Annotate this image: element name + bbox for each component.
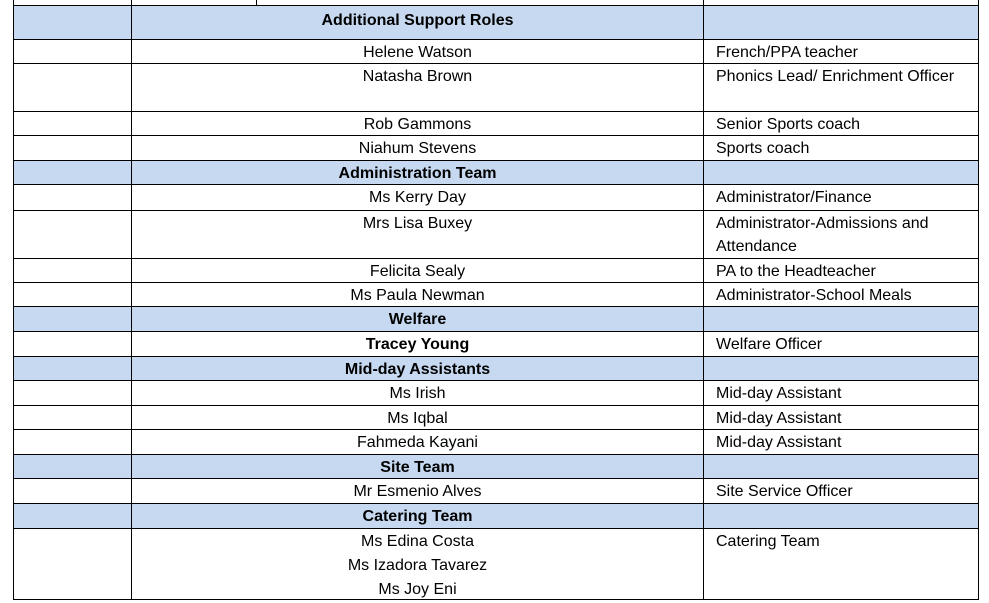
staff-role: Phonics Lead/ Enrichment Officer <box>716 68 955 85</box>
table-row <box>13 380 979 405</box>
role-cell <box>703 283 979 306</box>
staff-name: Niahum Stevens <box>358 140 477 157</box>
section-header-row <box>13 503 979 528</box>
staff-name-cell <box>131 332 703 356</box>
staff-role: PA to the Headteacher <box>716 263 876 280</box>
section-title-cell <box>131 504 703 528</box>
table-row <box>13 63 979 111</box>
role-cell <box>703 185 979 210</box>
staff-name-cell <box>131 40 703 63</box>
blank-cell <box>13 283 131 306</box>
blank-cell <box>13 136 131 160</box>
table-row <box>13 39 979 63</box>
section-title: Additional Support Roles <box>321 12 514 29</box>
table-row <box>13 210 979 258</box>
staff-name-cell <box>131 185 703 210</box>
role-cell <box>703 381 979 405</box>
blank-cell <box>13 381 131 405</box>
staff-name: Mrs Lisa Buxey <box>362 215 473 232</box>
role-cell <box>703 406 979 429</box>
empty-role-cell <box>703 161 979 184</box>
staff-name-cell <box>131 136 703 160</box>
blank-cell <box>13 211 131 258</box>
staff-name-cell <box>131 479 703 503</box>
staff-name: Ms Joy Eni <box>378 581 457 598</box>
staff-role: Administrator-School Meals <box>716 287 912 304</box>
staff-name: Rob Gammons <box>363 116 472 133</box>
staff-name: Ms Paula Newman <box>350 287 485 304</box>
empty-role-cell <box>703 307 979 331</box>
staff-role: Mid-day Assistant <box>716 410 842 427</box>
staff-name: Ms Iqbal <box>387 410 448 427</box>
section-title-cell <box>131 307 703 331</box>
staff-name-cell <box>131 529 703 599</box>
staff-name: Helene Watson <box>363 44 472 61</box>
staff-role: Mid-day Assistant <box>716 434 842 451</box>
blank-cell <box>13 64 131 111</box>
staff-role: Administrator/Finance <box>716 189 872 206</box>
empty-role-cell <box>703 455 979 478</box>
staff-role: Catering Team <box>716 533 820 550</box>
staff-name: Ms Edina Costa <box>361 533 474 550</box>
section-title-cell <box>131 6 703 39</box>
staff-name-cell <box>131 64 703 111</box>
staff-name: Fahmeda Kayani <box>357 434 478 451</box>
table-row <box>13 528 979 599</box>
table-row <box>13 111 979 135</box>
blank-cell <box>13 479 131 503</box>
staff-name-cell <box>131 430 703 454</box>
section-title-cell <box>131 455 703 478</box>
blank-cell <box>13 455 131 478</box>
staff-name-cell <box>131 112 703 135</box>
section-title-cell <box>131 357 703 380</box>
blank-cell <box>13 504 131 528</box>
role-cell <box>703 529 979 599</box>
section-header-row <box>13 454 979 478</box>
empty-role-cell <box>703 6 979 39</box>
role-cell <box>703 259 979 282</box>
blank-cell <box>13 161 131 184</box>
table-row <box>13 282 979 306</box>
staff-role: Site Service Officer <box>716 483 853 500</box>
blank-cell <box>13 259 131 282</box>
staff-name: Tracey Young <box>365 336 470 353</box>
table-row <box>13 184 979 210</box>
blank-cell <box>13 332 131 356</box>
staff-name-cell <box>131 211 703 258</box>
blank-cell <box>13 112 131 135</box>
section-title: Catering Team <box>362 508 473 525</box>
section-title: Mid-day Assistants <box>344 361 491 378</box>
blank-cell <box>13 430 131 454</box>
blank-cell <box>13 307 131 331</box>
staff-role: Senior Sports coach <box>716 116 861 133</box>
staff-name-cell <box>131 259 703 282</box>
section-header-row <box>13 160 979 184</box>
table-row <box>13 429 979 454</box>
staff-name: Mr Esmenio Alves <box>353 483 482 500</box>
role-cell <box>703 332 979 356</box>
role-cell <box>703 211 979 258</box>
staff-role: Administrator-Admissions and Attendance <box>716 215 929 255</box>
table-row <box>13 478 979 503</box>
staff-name: Ms Kerry Day <box>369 189 466 206</box>
blank-cell <box>13 6 131 39</box>
role-cell <box>703 64 979 111</box>
staff-name: Ms Irish <box>389 385 446 402</box>
staff-role: Welfare Officer <box>716 336 823 353</box>
staff-name: Ms Izadora Tavarez <box>347 557 488 574</box>
table-bottom-border <box>13 599 979 600</box>
role-cell <box>703 40 979 63</box>
section-header-row <box>13 306 979 331</box>
section-title-cell <box>131 161 703 184</box>
role-cell <box>703 430 979 454</box>
role-cell <box>703 479 979 503</box>
staff-name-cell <box>131 406 703 429</box>
empty-role-cell <box>703 357 979 380</box>
staff-name-cell <box>131 381 703 405</box>
staff-role: Mid-day Assistant <box>716 385 842 402</box>
blank-cell <box>13 529 131 599</box>
staff-name: Felicita Sealy <box>369 263 466 280</box>
empty-role-cell <box>703 504 979 528</box>
table-row <box>13 331 979 356</box>
staff-name: Natasha Brown <box>362 68 473 85</box>
role-cell <box>703 112 979 135</box>
blank-cell <box>13 40 131 63</box>
blank-cell <box>13 357 131 380</box>
blank-cell <box>13 406 131 429</box>
staff-role: Sports coach <box>716 140 810 157</box>
section-title: Welfare <box>388 311 447 328</box>
table-row <box>13 258 979 282</box>
section-header-row <box>13 356 979 380</box>
section-title: Site Team <box>380 459 455 476</box>
blank-cell <box>13 185 131 210</box>
table-row <box>13 135 979 160</box>
section-header-row <box>13 5 979 39</box>
section-title: Administration Team <box>338 165 497 182</box>
role-cell <box>703 136 979 160</box>
table-row <box>13 405 979 429</box>
staff-name-cell <box>131 283 703 306</box>
staff-role: French/PPA teacher <box>716 44 858 61</box>
